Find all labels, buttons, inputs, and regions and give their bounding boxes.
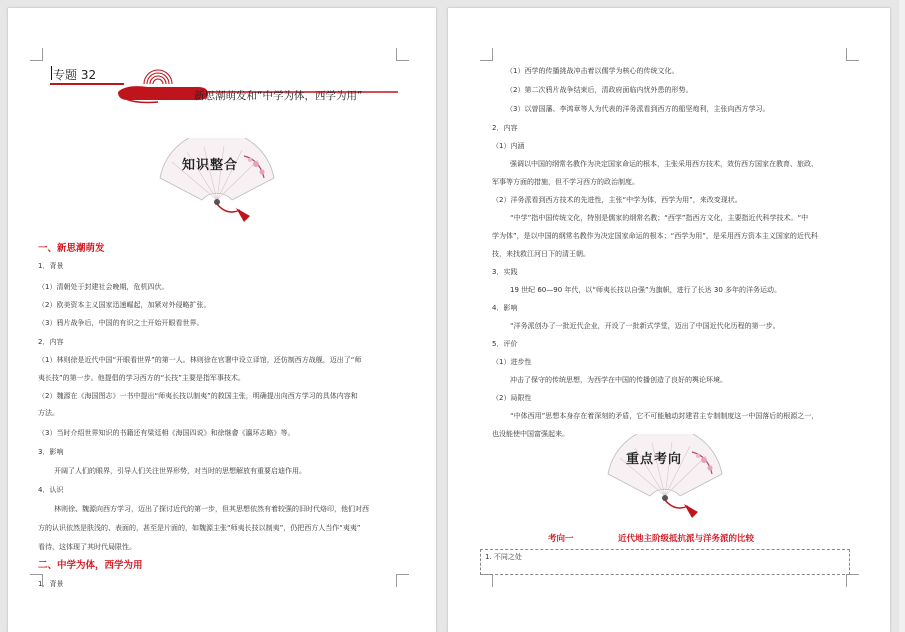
body-line: （2）魏源在《海国图志》一书中提出“师夷长技以制夷”的救国主张，明确提出向西方学习的具体内容和 bbox=[38, 392, 358, 400]
body-line: 19 世纪 60—90 年代，以“师夷长技以自强”为旗帜，进行了长达 30 多年的洋务运动。 bbox=[510, 286, 782, 294]
body-line: 1．背景 bbox=[38, 580, 64, 588]
body-line: 技，来找救江河日下的清王朝。 bbox=[492, 250, 590, 258]
body-line: （3）鸦片战争后，中国的有识之士开始开眼看世界。 bbox=[38, 319, 204, 327]
body-line: 强调以中国的纲常名教作为决定国家命运的根本，主张采用西方技术，效仿西方国家在教育、旅政、 bbox=[510, 160, 818, 168]
body-line: 1．背景 bbox=[38, 262, 64, 270]
body-line: 方法。 bbox=[38, 409, 59, 417]
body-line: 3．实践 bbox=[492, 268, 518, 276]
body-line: 冲击了保守的传统思想，为西学在中国的传播创造了良好的舆论环境。 bbox=[510, 376, 727, 384]
body-line: “中学”指中国传统文化，特别是儒家的纲常名教；“西学”指西方文化，主要指近代科学技术。“中 bbox=[510, 214, 809, 222]
crop-mark bbox=[846, 574, 859, 587]
box-text: 1. 不同之处 bbox=[485, 553, 522, 561]
body-line: 4．影响 bbox=[492, 304, 518, 312]
body-line: 军事等方面的措施，但不学习西方的政治制度。 bbox=[492, 178, 639, 186]
body-line: 2．内容 bbox=[38, 338, 64, 346]
exam-direction-title: 近代地主阶级抵抗派与洋务派的比较 bbox=[618, 534, 755, 544]
fan-illustration bbox=[152, 138, 282, 228]
body-line: （3）以曾国藩、李鸿章等人为代表的洋务派看到西方的船坚炮利，主张向西方学习。 bbox=[506, 105, 770, 113]
topic-label: 专题 32 bbox=[53, 68, 97, 82]
topic-subtitle: 新思潮萌发和“中学为体，西学为用” bbox=[194, 90, 363, 102]
body-line: （2）第二次鸦片战争结束后，清政府面临内忧外患的形势。 bbox=[506, 86, 693, 94]
body-line: （1）清朝处于封建社会晚期，危机四伏。 bbox=[38, 283, 169, 291]
body-line: 学为体”，是以中国的纲常名教作为决定国家命运的根本；“西学为用”，是采用西方资本主义国家的近代科 bbox=[492, 232, 818, 240]
body-line: （1）内涵 bbox=[492, 142, 525, 150]
body-line: 开阔了人们的眼界，引导人们关注世界形势，对当时的思想解放有重要启迪作用。 bbox=[54, 467, 306, 475]
comparison-box bbox=[480, 549, 850, 575]
body-line: （3）当时介绍世界知识的书籍还有梁廷枏《海国四说》和徐继畬《瀛环志略》等。 bbox=[38, 429, 295, 437]
body-line: 3．影响 bbox=[38, 448, 64, 456]
vertical-scrollbar[interactable] bbox=[899, 0, 905, 632]
body-line: 也没能使中国富强起来。 bbox=[492, 430, 569, 438]
body-line: 5．评价 bbox=[492, 340, 518, 348]
body-line: （1）西学的传播挑战冲击着以儒学为核心的传统文化。 bbox=[506, 67, 679, 75]
body-line: “洋务派创办了一批近代企业，开设了一批新式学堂，迈出了中国近代化历程的第一步。 bbox=[510, 322, 780, 330]
section-heading: 一、新思潮萌发 bbox=[38, 243, 105, 254]
section-heading: 二、中学为体，西学为用 bbox=[38, 560, 143, 571]
crop-mark bbox=[30, 48, 43, 61]
body-line: 4．认识 bbox=[38, 486, 64, 494]
body-line: 方的认识依然是肤浅的、表面的，甚至是片面的，如魏源主张“师夷长技以制夷”，仍把西方人当作“夷夷” bbox=[38, 524, 361, 532]
focus-banner-label: 重点考向 bbox=[626, 452, 683, 467]
body-line: （2）欧美资本主义国家迅速崛起，加紧对外侵略扩张。 bbox=[38, 301, 211, 309]
crop-mark bbox=[480, 48, 493, 61]
body-line: 林则徐、魏源向西方学习，迈出了探讨近代的第一步，但其思想依然有着较强的旧时代烙印，他们对西 bbox=[54, 505, 369, 513]
body-line: （1）林则徐是近代中国“开眼看世界”的第一人。林则徐在官署中设立译馆，还仿制西方战舰，迈出了“师 bbox=[38, 356, 362, 364]
body-line: 2．内容 bbox=[492, 124, 518, 132]
knowledge-banner-label: 知识整合 bbox=[182, 158, 239, 173]
body-line: （2）洋务派看到西方技术的先进性，主张“中学为体，西学为用”，来改变现状。 bbox=[492, 196, 742, 204]
crop-mark bbox=[846, 48, 859, 61]
document-page-right[interactable] bbox=[448, 8, 890, 632]
body-line: “中体西用”思想本身存在着深刻的矛盾，它不可能触动封建君主专制制度这一中国落后的根源之一， bbox=[510, 412, 819, 420]
crop-mark bbox=[396, 574, 409, 587]
body-line: 看待，这体现了其时代局限性。 bbox=[38, 543, 136, 551]
exam-direction-label: 考向一 bbox=[548, 534, 574, 544]
document-page-left[interactable] bbox=[8, 8, 436, 632]
body-line: （1）进步性 bbox=[492, 358, 532, 366]
body-line: （2）局限性 bbox=[492, 394, 532, 402]
crop-mark bbox=[396, 48, 409, 61]
crop-mark bbox=[480, 574, 493, 587]
body-line: 夷长技”的第一步。他提倡的学习西方的“长技”主要是指军事技术。 bbox=[38, 374, 245, 382]
